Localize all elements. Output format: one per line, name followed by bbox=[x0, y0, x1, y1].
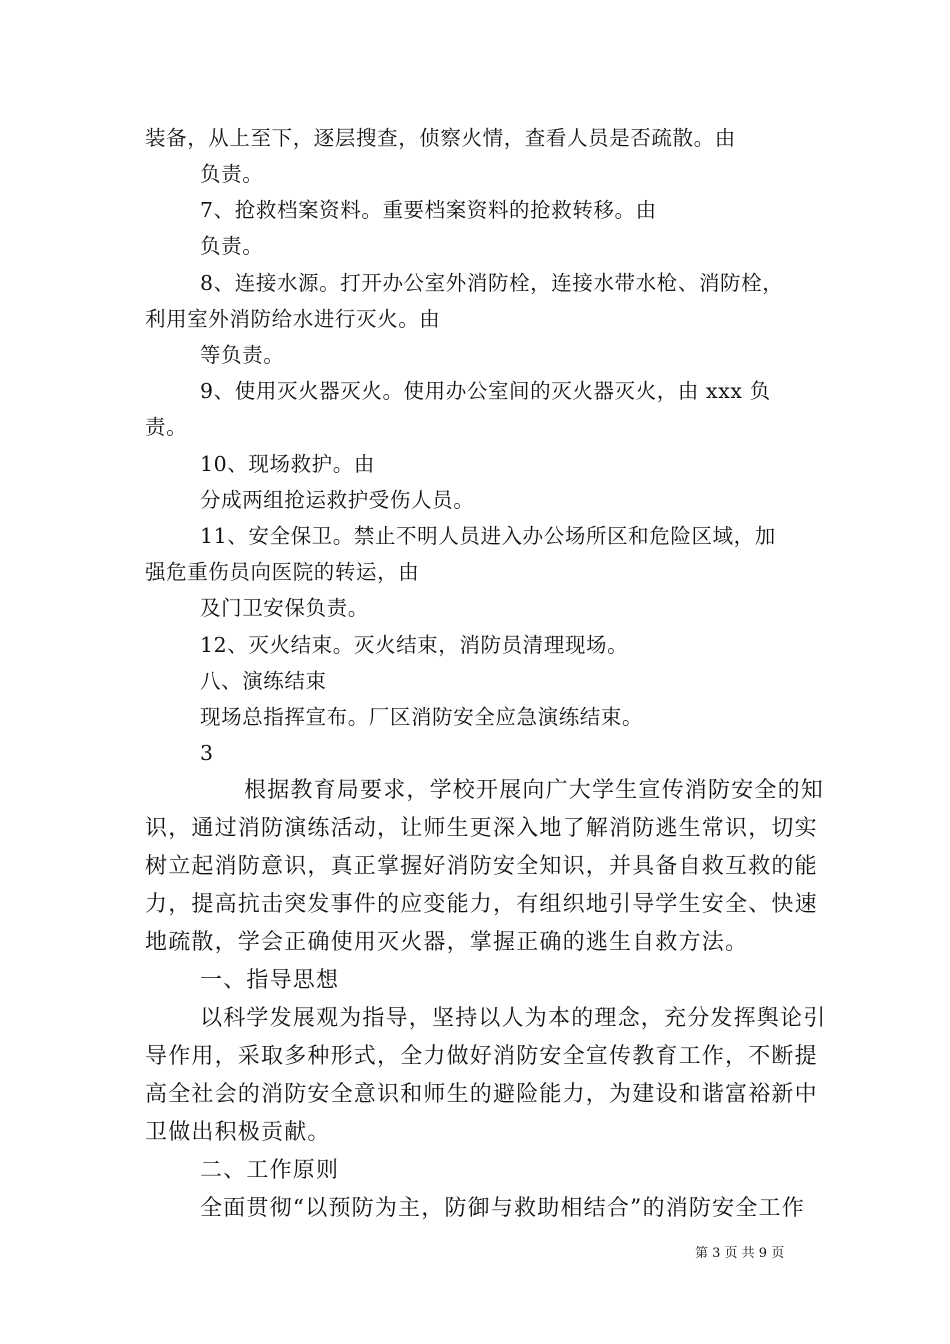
text-line-7: 等负责。 bbox=[200, 343, 285, 367]
paragraph-line-6: 以科学发展观为指导，坚持以人为本的理念，充分发挥舆论引 bbox=[200, 1006, 827, 1031]
text-line-5: 8、连接水源。打开办公室外消防栓，连接水带水枪、消防栓， bbox=[200, 271, 784, 295]
paragraph-line-10: 全面贯彻“以预防为主，防御与救助相结合”的消防安全工作 bbox=[200, 1196, 805, 1221]
paragraph-line-5: 地疏散，学会正确使用灭火器，掌握正确的逃生自救方法。 bbox=[145, 930, 749, 955]
section-heading-1: 一、指导思想 bbox=[200, 968, 340, 993]
text-line-11: 分成两组抢运救护受伤人员。 bbox=[200, 488, 475, 512]
text-line-4: 负责。 bbox=[200, 234, 264, 258]
text-line-3: 7、抢救档案资料。重要档案资料的抢救转移。由 bbox=[200, 198, 657, 222]
text-line-9: 责。 bbox=[145, 415, 188, 439]
text-line-1: 装备，从上至下，逐层搜查，侦察火情，查看人员是否疏散。由 bbox=[145, 126, 736, 150]
text-line-2: 负责。 bbox=[200, 162, 264, 186]
text-line-8: 9、使用灭火器灭火。使用办公室间的灭火器灭火，由 xxx 负 bbox=[200, 379, 771, 403]
text-line-6: 利用室外消防给水进行灭火。由 bbox=[145, 307, 441, 331]
text-line-13: 强危重伤员向医院的转运，由 bbox=[145, 560, 420, 584]
text-line-17: 现场总指挥宣布。厂区消防安全应急演练结束。 bbox=[200, 705, 644, 729]
section-heading-2: 二、工作原则 bbox=[200, 1158, 340, 1183]
text-line-16: 八、演练结束 bbox=[200, 669, 327, 693]
paragraph-line-3: 树立起消防意识，真正掌握好消防安全知识，并具备自救互救的能 bbox=[145, 854, 818, 879]
paragraph-line-2: 识，通过消防演练活动，让师生更深入地了解消防逃生常识，切实 bbox=[145, 816, 818, 841]
page-number-footer: 第 3 页 共 9 页 bbox=[695, 1246, 785, 1261]
paragraph-line-8: 高全社会的消防安全意识和师生的避险能力，为建设和谐富裕新中 bbox=[145, 1082, 818, 1107]
paragraph-line-9: 卫做出积极贡献。 bbox=[145, 1120, 331, 1145]
text-line-14: 及门卫安保负责。 bbox=[200, 596, 369, 620]
text-line-12: 11、安全保卫。禁止不明人员进入办公场所区和危险区域，加 bbox=[200, 524, 776, 548]
paragraph-line-4: 力，提高抗击突发事件的应变能力，有组织地引导学生安全、快速 bbox=[145, 892, 818, 917]
text-line-10: 10、现场救护。由 bbox=[200, 452, 375, 476]
paragraph-line-7: 导作用，采取多种形式，全力做好消防安全宣传教育工作，不断提 bbox=[145, 1044, 818, 1069]
paragraph-line-1: 根据教育局要求，学校开展向广大学生宣传消防安全的知 bbox=[244, 778, 825, 803]
text-line-15: 12、灭火结束。灭火结束，消防员清理现场。 bbox=[200, 633, 629, 657]
text-line-18: 3 bbox=[200, 741, 214, 765]
